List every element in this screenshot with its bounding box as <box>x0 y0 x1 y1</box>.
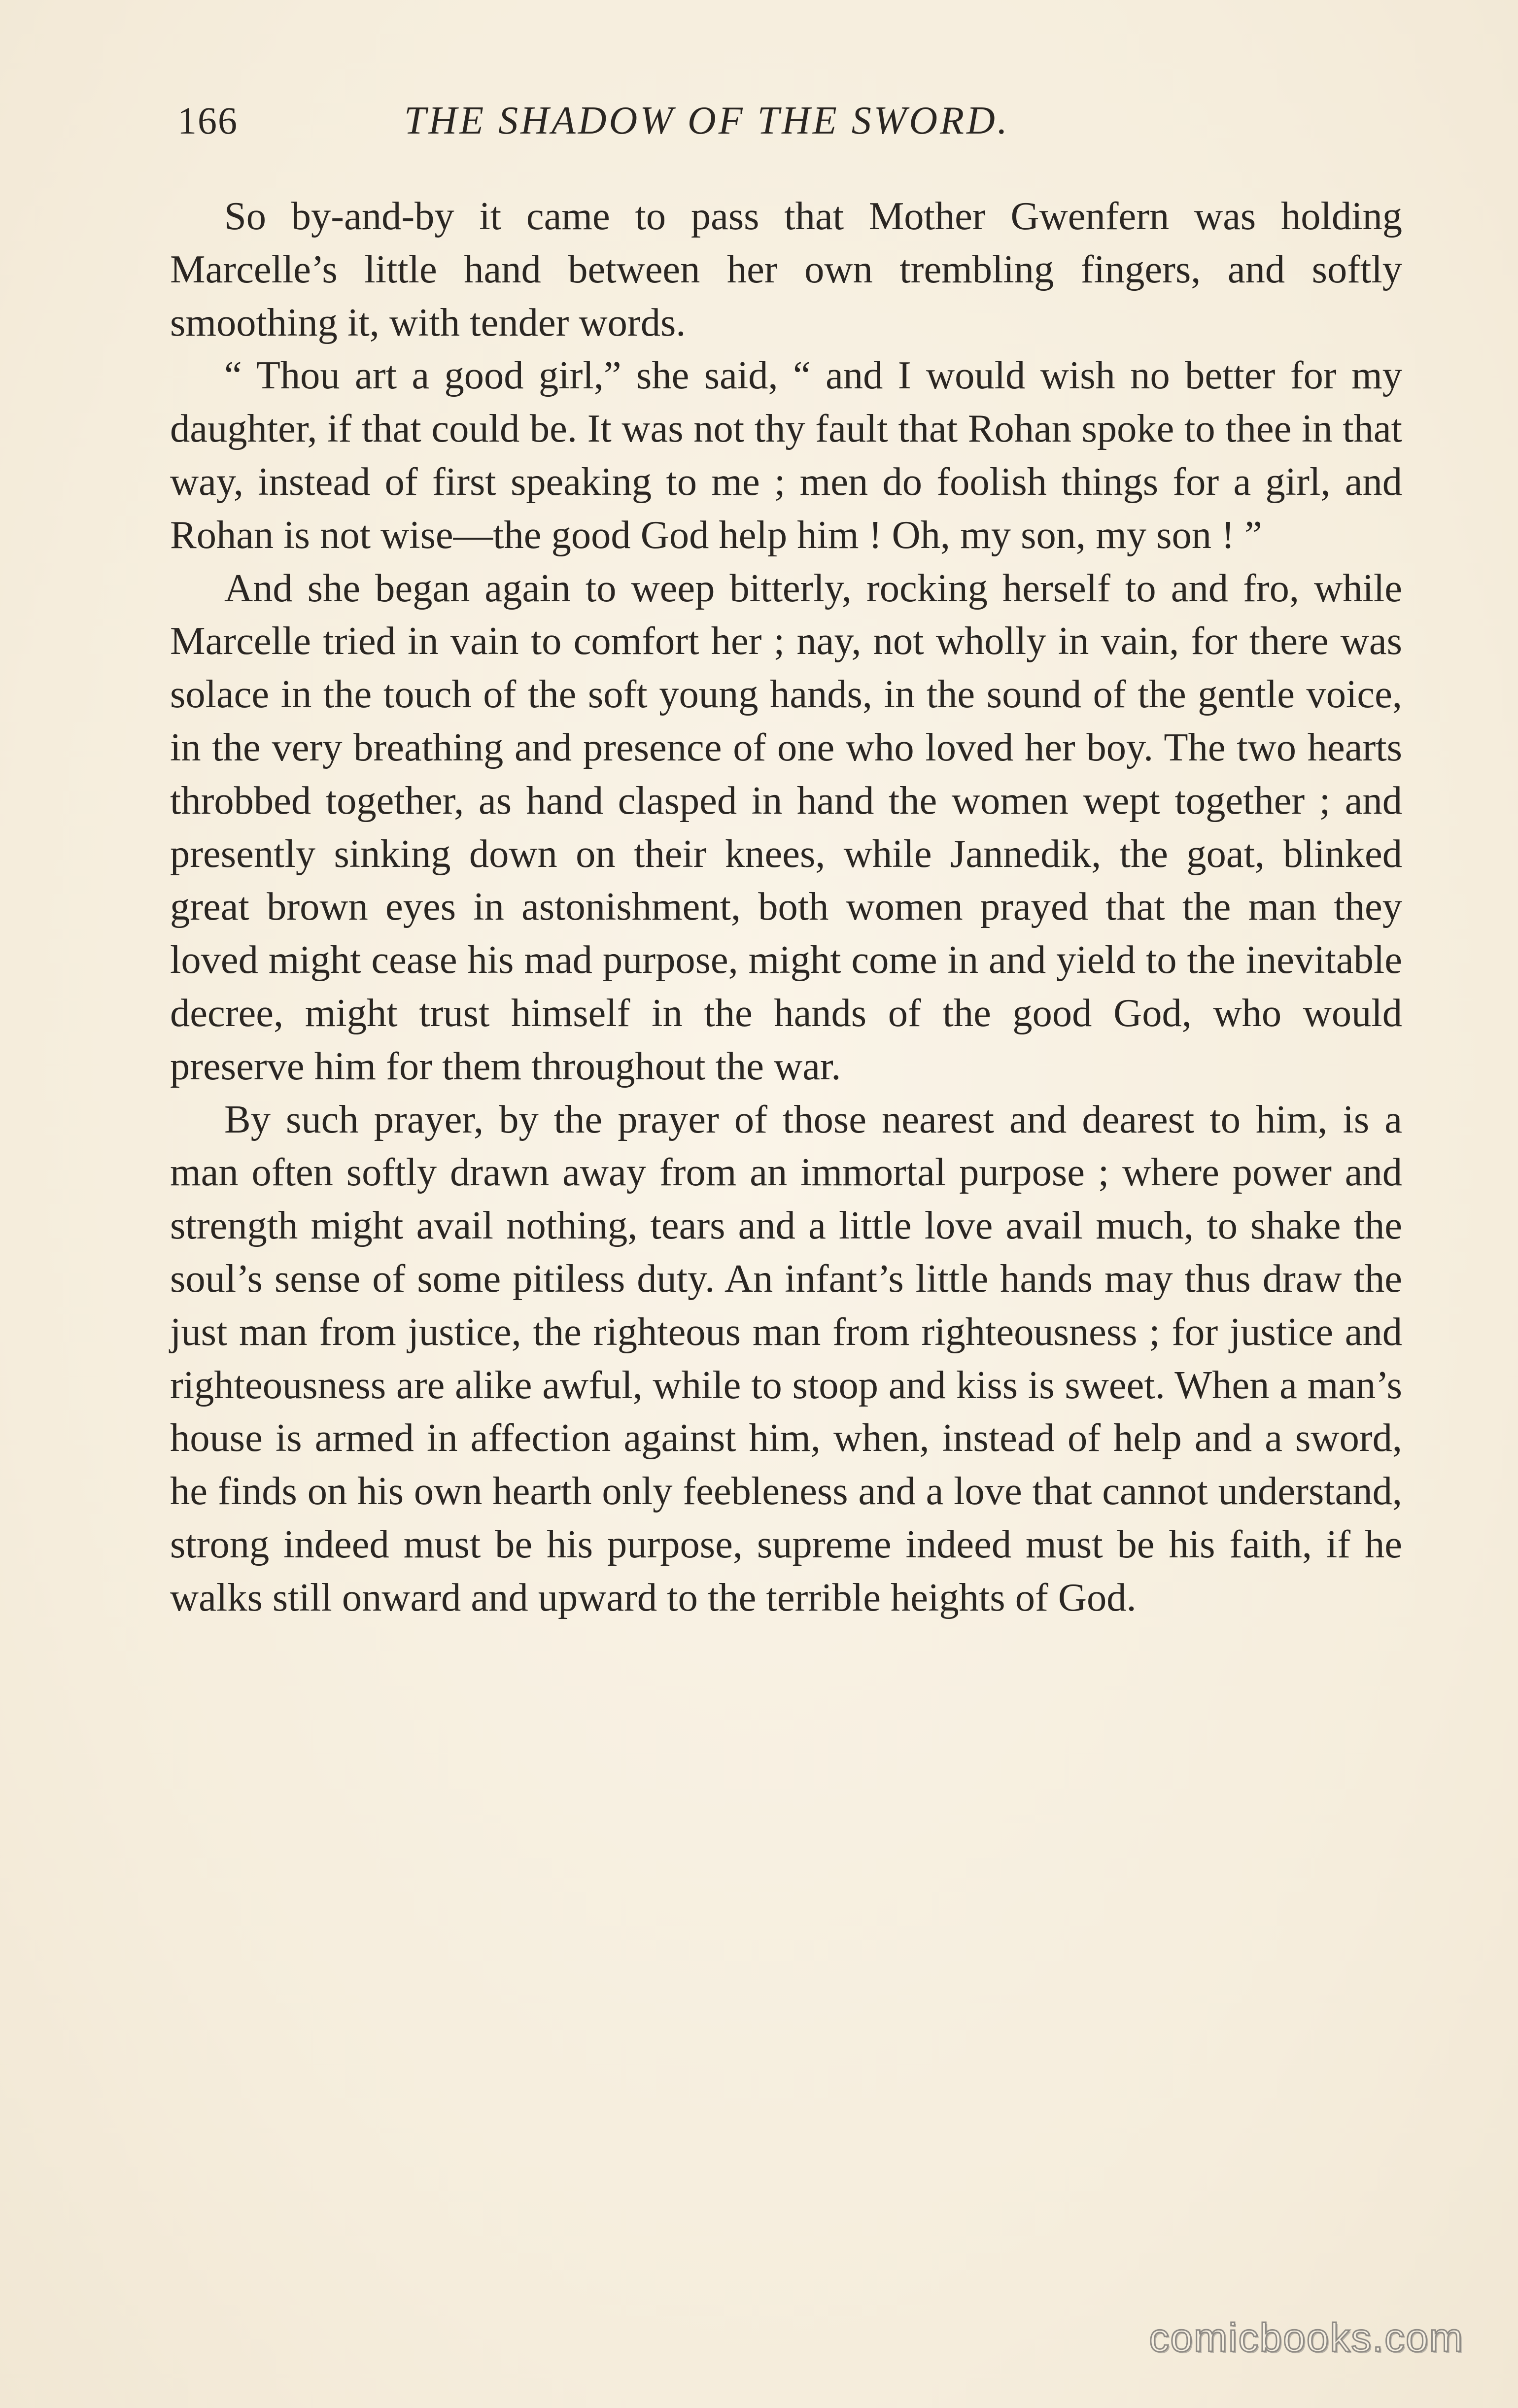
watermark-logo: comicbooks.com <box>1149 2315 1464 2360</box>
paragraph-4: By such prayer, by the prayer of those nearest and dearest to him, is a man often softly drawn away from an immortal purpose ; where power and strength might avail nothing, tears and a little love avail much, to shake the soul’s sense of some pitiless duty. An infant’s little hands may thus draw the just man from justice, the righteous man from righteousness ; for justice and righteousness are alike awful, while to stoop and kiss is sweet. When a man’s house is armed in affection against him, when, instead of help and a sword, he finds on his own hearth only feebleness and a love that cannot understand, strong indeed must be his purpose, supreme indeed must be his faith, if he walks still onward and upward to the terrible heights of God. <box>170 1097 1402 1619</box>
running-title: THE SHADOW OF THE SWORD. <box>404 99 1010 142</box>
page-number: 166 <box>177 99 238 142</box>
paragraph-1: So by-and-by it came to pass that Mother Gwenfern was holding Marcelle’s little hand between her own trembling fingers, and softly smoothing it, with tender words. <box>170 194 1402 344</box>
paragraph-3: And she began again to weep bitterly, rocking herself to and fro, while Marcelle tried in vain to comfort her ; nay, not wholly in vain, for there was solace in the touch of the soft young hands, in the sound of the gentle voice, in the very breathing and presence of one who loved her boy. The two hearts throbbed together, as hand clasped in hand the women wept together ; and presently sinking down on their knees, while Jannedik, the goat, blinked great brown eyes in astonishment, both women prayed that the man they loved might cease his mad purpose, might come in and yield to the inevitable decree, might trust himself in the hands of the good God, who would preserve him for them throughout the war. <box>170 566 1402 1088</box>
paragraph-2: “ Thou art a good girl,” she said, “ and I would wish no better for my daughter, if that could be. It was not thy fault that Rohan spoke to thee in that way, instead of first speaking to me ; men do foolish things for a girl, and Rohan is not wise—the good God help him ! Oh, my son, my son ! ” <box>170 353 1402 557</box>
body-text <box>170 190 1402 1624</box>
page-header <box>177 94 1405 148</box>
